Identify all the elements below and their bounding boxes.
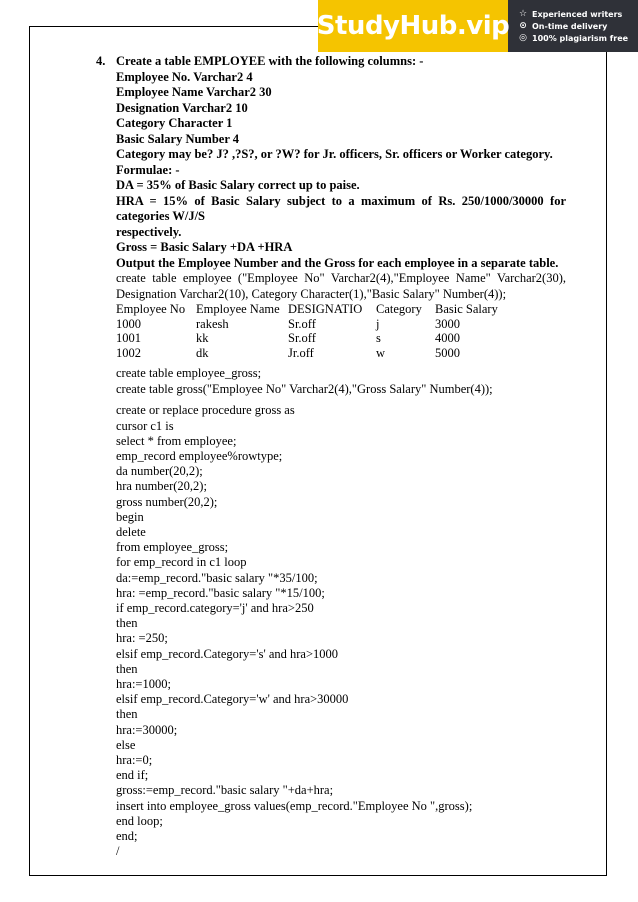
column-header: Basic Salary <box>435 302 498 316</box>
da-formula: DA = 35% of Basic Salary correct up to paise. <box>116 178 360 192</box>
procedure-code <box>116 403 566 859</box>
table-header-row <box>116 302 566 317</box>
column-header: Employee No <box>116 302 186 316</box>
code-line: if emp_record.category='j' and hra>250 <box>116 601 314 616</box>
code-line: begin <box>116 509 144 524</box>
feature-item <box>518 33 638 43</box>
feature-item <box>518 9 638 19</box>
hra-formula: HRA = 15% of Basic Salary subject to a maximum of Rs. 250/1000/30000 for categories W/J/S <box>116 193 566 223</box>
heading-line: Employee Name Varchar2 30 <box>116 85 272 99</box>
code-line: elsif emp_record.Category='w' and hra>30000 <box>116 692 349 707</box>
table-cell: rakesh <box>196 316 229 331</box>
table-cell: s <box>376 331 381 346</box>
table-cell: Sr.off <box>288 316 316 331</box>
code-line: select * from employee; <box>116 433 237 448</box>
table-cell: 1000 <box>116 316 141 331</box>
table-row <box>116 331 566 346</box>
feature-text: Experienced writers <box>532 9 623 19</box>
heading-line: Category Character 1 <box>116 116 233 130</box>
table-row <box>116 346 566 361</box>
column-header: Employee Name <box>196 302 280 316</box>
column-header: DESIGNATIO <box>288 302 363 316</box>
heading-line: Designation Varchar2 10 <box>116 100 248 115</box>
feature-text: 100% plagiarism free <box>532 33 629 43</box>
code-line: then <box>116 707 138 722</box>
code-line: from employee_gross; <box>116 540 229 555</box>
formulae-label: Formulae: - <box>116 162 180 177</box>
code-line: emp_record employee%rowtype; <box>116 448 283 463</box>
output-instruction: Output the Employee Number and the Gross for each employee in a separate table. <box>116 255 559 270</box>
table-cell: Jr.off <box>288 345 314 360</box>
column-header: Category <box>376 302 422 316</box>
table-cell: 1001 <box>116 331 141 346</box>
code-line: then <box>116 616 138 631</box>
create-gross-stmt: create table gross("Employee No" Varchar2(4),"Gross Salary" Number(4)); <box>116 381 493 396</box>
heading-line: Employee No. Varchar2 4 <box>116 69 253 84</box>
studyhub-logo[interactable]: StudyHub.vip <box>318 0 508 52</box>
feature-item <box>518 21 638 31</box>
code-line: hra: =250; <box>116 631 168 646</box>
heading-line: Create a table EMPLOYEE with the following columns: - <box>116 54 424 68</box>
table-cell: 1002 <box>116 345 141 360</box>
code-line: hra: =emp_record."basic salary "*15/100; <box>116 585 325 600</box>
table-cell: w <box>376 345 386 360</box>
category-line: Category may be? J? ,?S?, or ?W? for Jr. officers, Sr. officers or Worker category. <box>116 147 553 161</box>
code-line: end; <box>116 829 138 844</box>
employee-table <box>116 302 566 360</box>
code-line: hra:=0; <box>116 753 153 768</box>
create-employee-stmt: create table employee ("Employee No" Varchar2(4),"Employee Name" Varchar2(30), Designation Varchar2(10), Category Character(1),"Basic Salary" Number(4)); <box>116 271 566 301</box>
code-line: create or replace procedure gross as <box>116 403 295 418</box>
table-cell: 4000 <box>435 331 460 346</box>
question-body <box>116 54 566 859</box>
feature-list <box>508 0 638 52</box>
star-icon: ☆ <box>518 9 528 19</box>
code-line: end loop; <box>116 813 163 828</box>
respectively-line: respectively. <box>116 224 182 239</box>
badge-icon: ◎ <box>519 33 527 43</box>
create-employee-gross-stmt: create table employee_gross; <box>116 366 262 381</box>
studyhub-banner[interactable] <box>318 0 638 52</box>
document-content <box>96 54 566 859</box>
feature-text: On-time delivery <box>532 21 608 31</box>
heading-line: Basic Salary Number 4 <box>116 131 240 146</box>
code-line: end if; <box>116 768 149 783</box>
table-cell: 5000 <box>435 345 460 360</box>
code-line: else <box>116 737 136 752</box>
code-line: for emp_record in c1 loop <box>116 555 247 570</box>
table-cell: dk <box>196 345 209 360</box>
clock-icon: ⊙ <box>519 21 527 31</box>
gross-formula: Gross = Basic Salary +DA +HRA <box>116 240 293 254</box>
code-line: hra number(20,2); <box>116 479 207 494</box>
code-line: da:=emp_record."basic salary "*35/100; <box>116 570 318 585</box>
table-cell: j <box>376 316 380 331</box>
code-line: delete <box>116 525 146 539</box>
table-cell: Sr.off <box>288 331 316 346</box>
code-line: cursor c1 is <box>116 418 174 433</box>
code-line: gross number(20,2); <box>116 494 218 509</box>
table-cell: kk <box>196 331 209 346</box>
code-line: then <box>116 661 138 676</box>
code-line: da number(20,2); <box>116 464 203 479</box>
question-number: 4. <box>96 54 106 68</box>
code-line: gross:=emp_record."basic salary "+da+hra; <box>116 783 334 798</box>
table-row <box>116 317 566 332</box>
code-line: insert into employee_gross values(emp_record."Employee No ",gross); <box>116 798 473 813</box>
code-line: elsif emp_record.Category='s' and hra>1000 <box>116 646 339 661</box>
table-cell: 3000 <box>435 316 460 331</box>
code-line: / <box>116 844 120 859</box>
code-line: hra:=1000; <box>116 677 171 692</box>
code-line: hra:=30000; <box>116 722 178 737</box>
question-block <box>96 54 566 859</box>
